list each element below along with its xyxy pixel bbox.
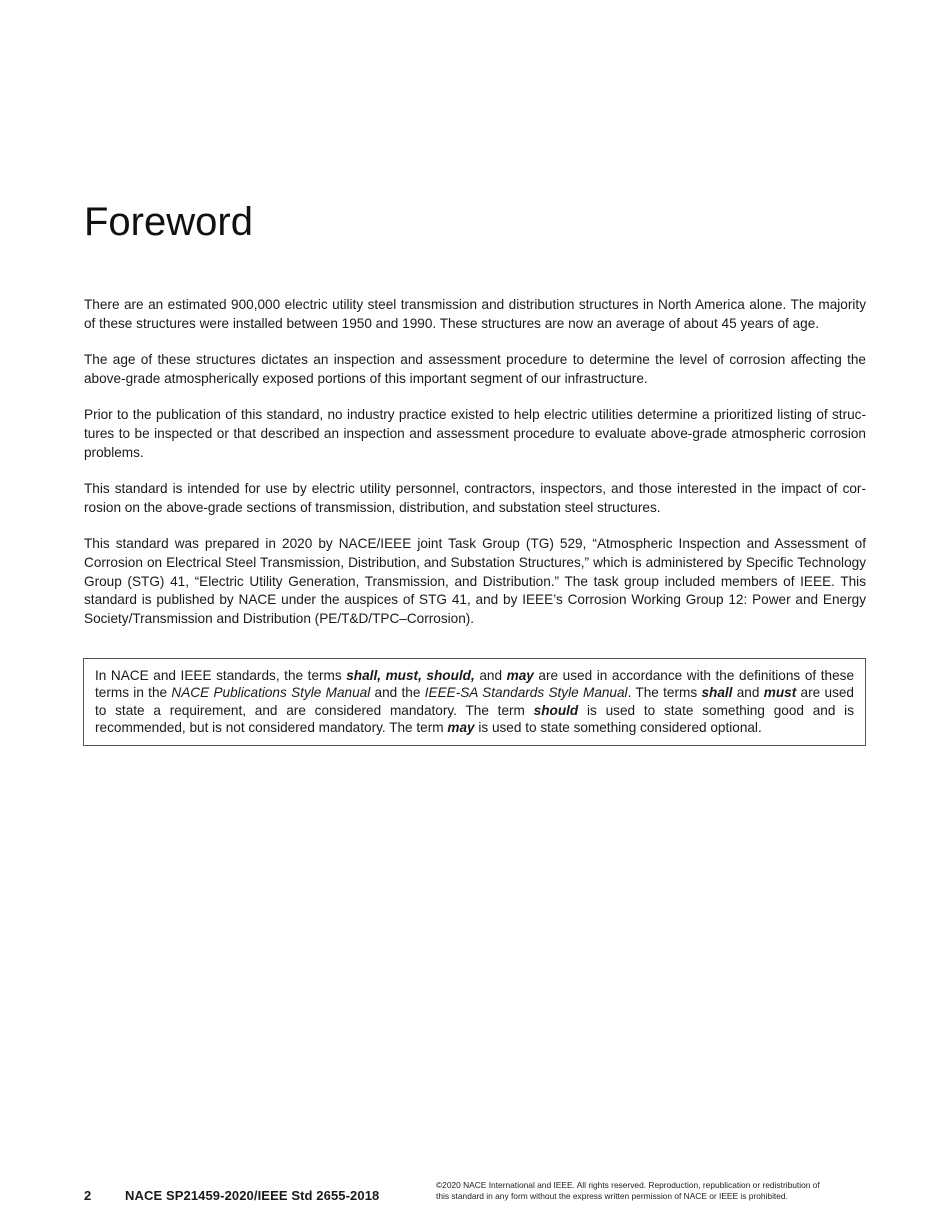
- note-text: and: [732, 685, 764, 701]
- foreword-body: [84, 296, 866, 646]
- page-title: Foreword: [84, 200, 253, 244]
- ieee-style-manual-title: IEEE-SA Standards Style Manual: [424, 685, 628, 701]
- term-should: should: [533, 702, 579, 718]
- note-text: In NACE and IEEE standards, the terms: [95, 668, 347, 683]
- note-text: is used to state something considered optional.: [474, 719, 762, 735]
- note-text: are used in accordance with the definitions of these terms in the: [95, 668, 854, 701]
- copyright-line: this standard in any form without the express written permission of NACE or IEEE is prohibited.: [436, 1191, 788, 1201]
- term-keywords: shall, must, should,: [346, 668, 475, 683]
- note-text: is used to state something good and is recommended, but is not considered mandatory. The term: [95, 702, 854, 735]
- note-text: . The terms: [627, 685, 702, 701]
- term-shall: shall: [701, 685, 733, 701]
- note-text: are used to state a requirement, and are considered mandatory. The term: [95, 685, 854, 718]
- term-must: must: [763, 685, 797, 701]
- copyright-line: ©2020 NACE International and IEEE. All rights reserved. Reproduction, republication or redistribution of: [436, 1180, 820, 1190]
- terminology-note-box: [83, 658, 866, 746]
- term-may: may: [447, 719, 475, 735]
- page-footer: [84, 1180, 868, 1210]
- paragraph-preparation: This standard was prepared in 2020 by NACE/IEEE joint Task Group (TG) 529, “Atmospheric Inspection and Assessment of Corrosion on Electrical Steel Transmission, Distribution, and Substation Structures,” which is administered by Specific Technology Group (STG) 41, “Electric Utility Generation, Transmission, and Distribution.” The task group included members of IEEE. This standard is published by NACE under the auspices of STG 41, and by IEEE’s Corrosion Working Group 12: Power and Energy Society/Transmission and Distribution (PE/T&D/TPC–Corrosion).: [84, 536, 866, 626]
- page-number: 2: [84, 1188, 92, 1203]
- note-text: and: [474, 668, 507, 683]
- note-text: and the: [370, 685, 425, 701]
- document-id: NACE SP21459-2020/IEEE Std 2655-2018: [125, 1188, 380, 1203]
- paragraph-structure-count: There are an estimated 900,000 electric utility steel transmission and distribution structures in North America alone. The majority of these structures were installed between 1950 and 1990. These structures are now an average of about 45 years of age.: [84, 297, 866, 331]
- term-may: may: [506, 668, 534, 683]
- paragraph-intended-use: This standard is intended for use by electric utility personnel, contractors, inspectors, and those interested in the impact of corrosion on the above-grade sections of transmission, distribution, and substation steel structures.: [84, 481, 866, 515]
- nace-style-manual-title: NACE Publications Style Manual: [171, 685, 371, 701]
- paragraph-prior-practice: Prior to the publication of this standard, no industry practice existed to help electric utilities determine a prioritized listing of structures to be inspected or that described an inspection and assessment procedure to evaluate above-grade atmospheric corrosion problems.: [84, 407, 866, 460]
- copyright-notice: [436, 1180, 870, 1202]
- paragraph-structure-age: The age of these structures dictates an inspection and assessment procedure to determine the level of corrosion affecting the above-grade atmospherically exposed portions of this important segment of our infrastructure.: [84, 352, 866, 386]
